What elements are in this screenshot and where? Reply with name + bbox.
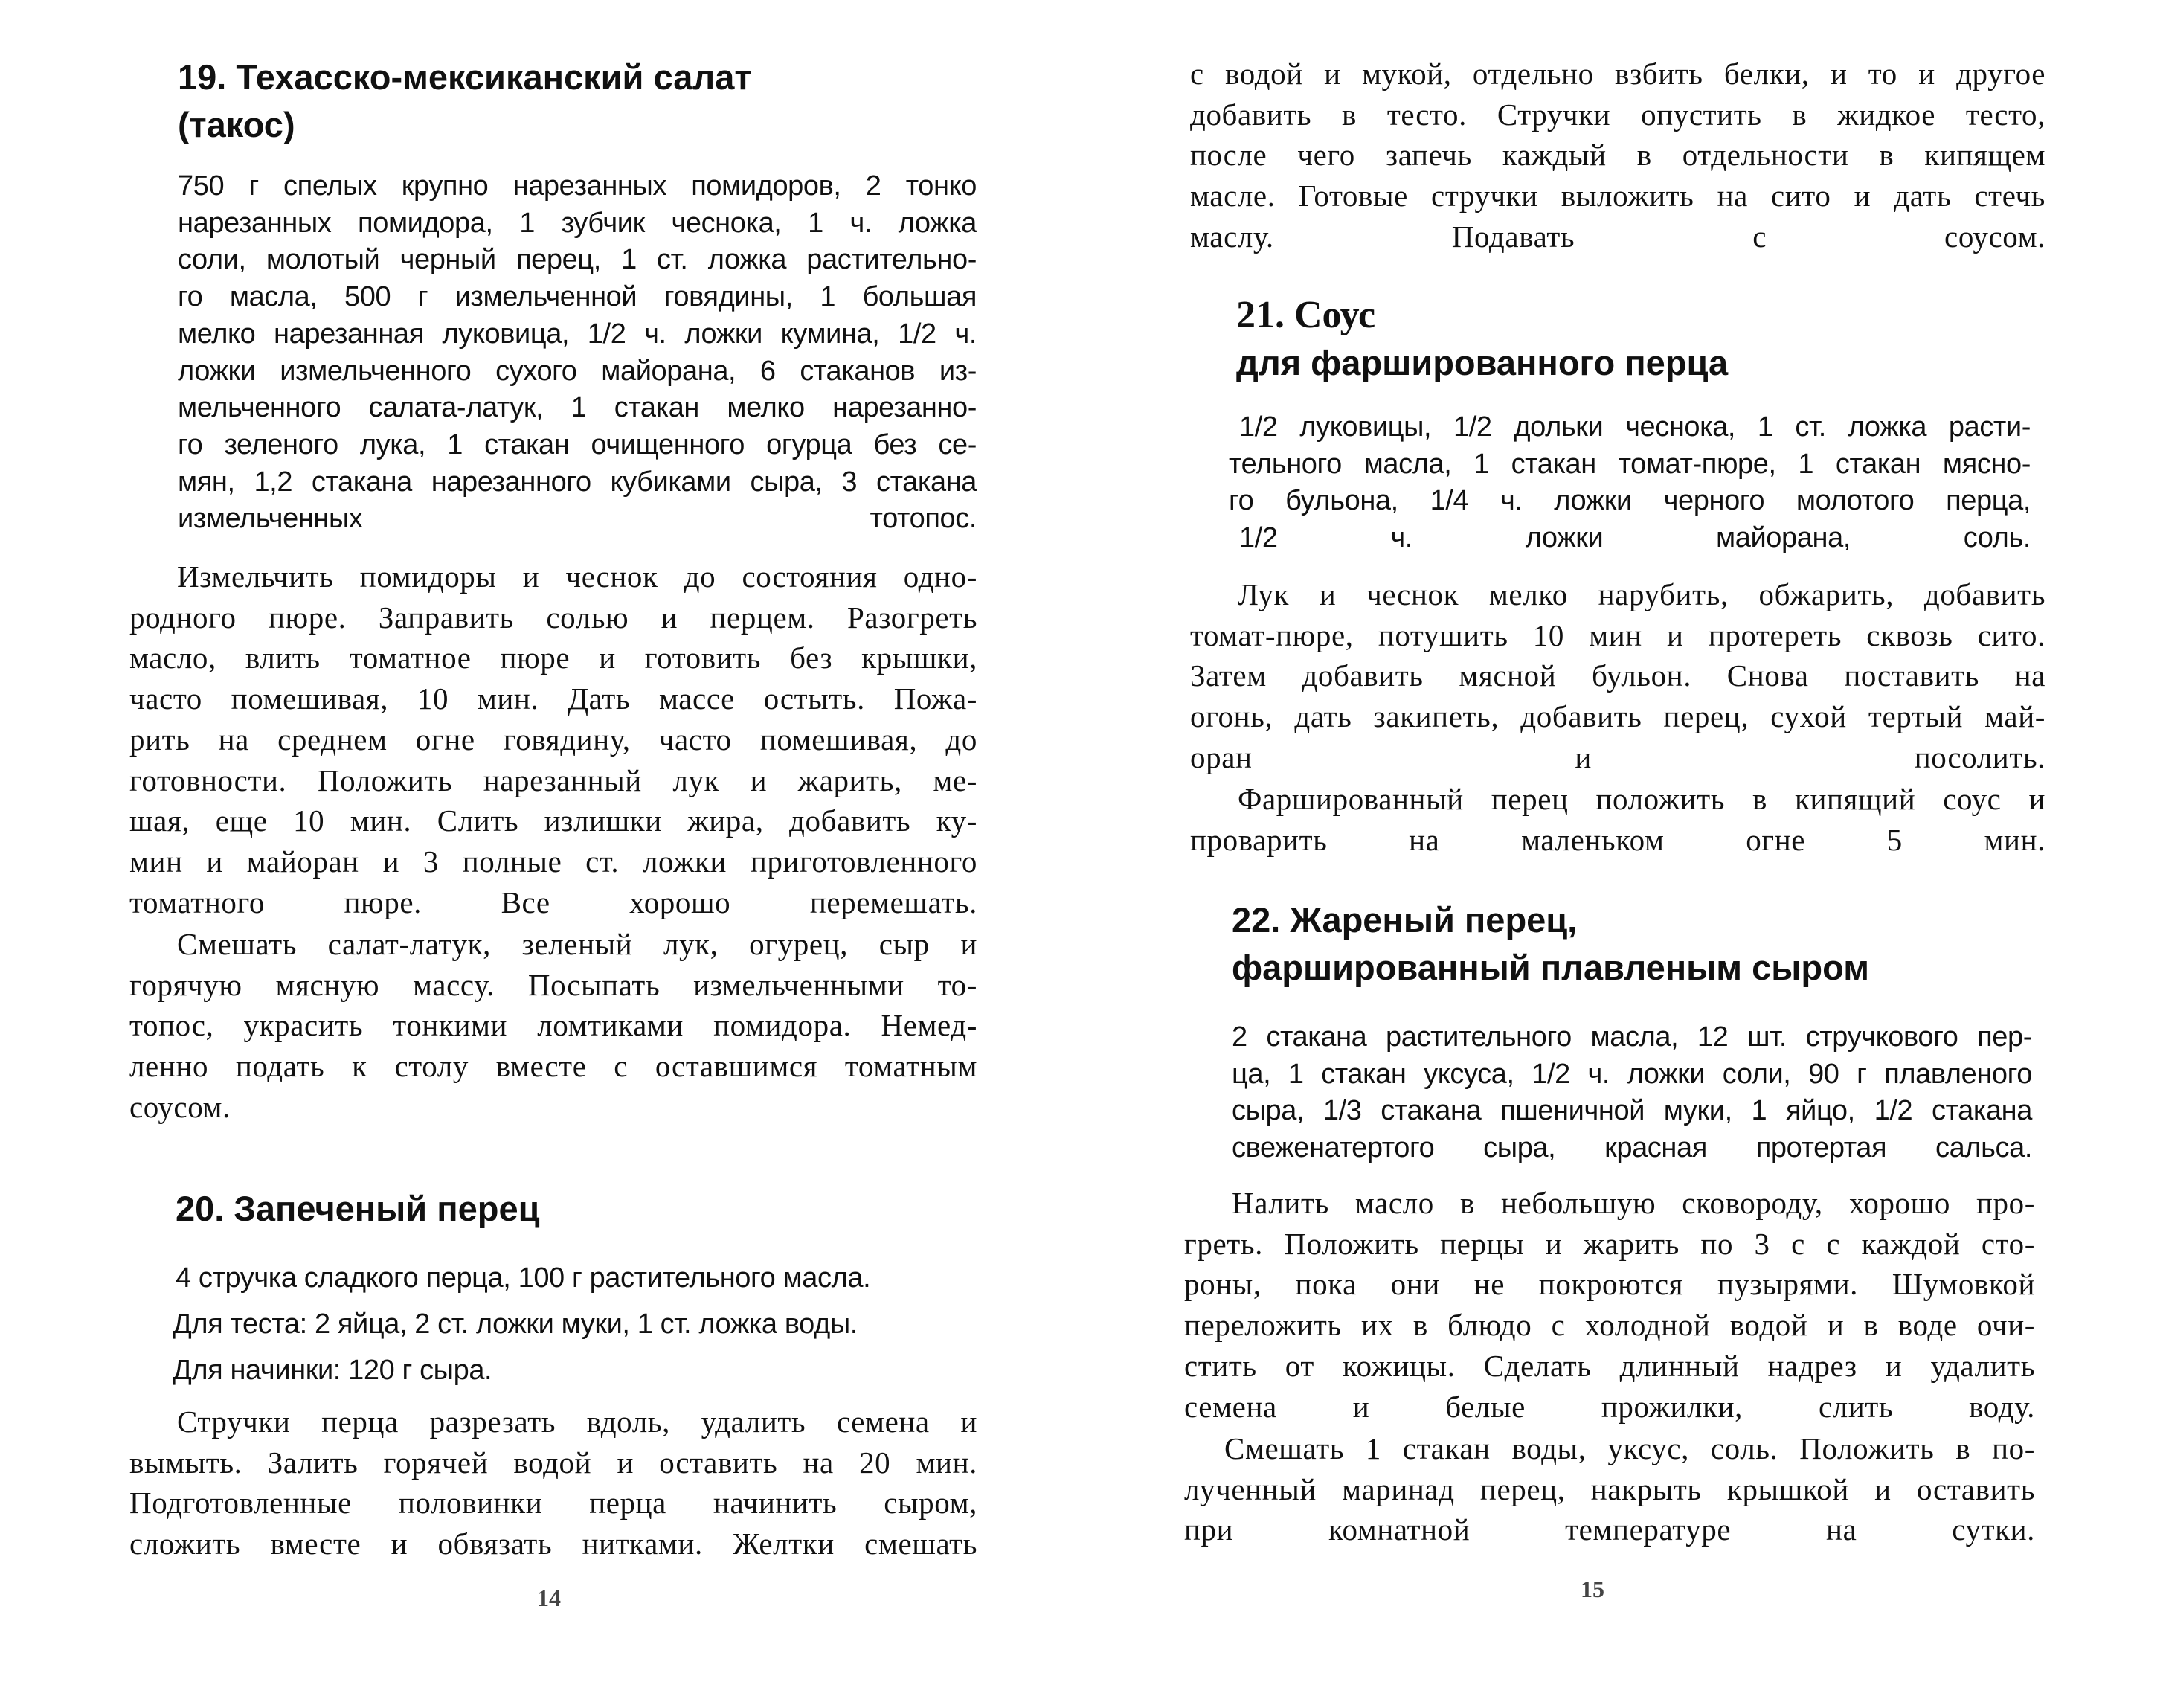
recipe-19-paragraph-2 xyxy=(129,924,977,1128)
ingredients-line: сыра, 1/3 стакана пшеничной муки, 1 яйцо, 1/2 стакана xyxy=(1232,1095,2032,1127)
paragraph-line: Стручки перца разрезать вдоль, удалить семена и xyxy=(177,1404,977,1439)
paragraph-line: Налить масло в небольшую сковороду, хорошо про- xyxy=(1232,1186,2035,1220)
recipe-20-continuation xyxy=(1190,54,2045,257)
paragraph-line: Фаршированный перец положить в кипящий соус и xyxy=(1238,782,2045,816)
paragraph-line: огонь, дать закипеть, добавить перец, сухой тертый май- xyxy=(1190,699,2045,734)
paragraph-line: греть. Положить перцы и жарить по 3 с с каждой сто- xyxy=(1184,1226,2035,1261)
paragraph-line: с водой и мукой, отдельно взбить белки, и то и другое xyxy=(1190,57,2045,91)
ingredients-line: 1/2 ч. ложки майорана, соль. xyxy=(1239,522,2031,554)
recipe-21-paragraph-1 xyxy=(1190,574,2045,778)
paragraph-line: готовности. Положить нарезанный лук и жарить, ме- xyxy=(129,762,977,797)
recipe-20-title: 20. Запеченый перец xyxy=(176,1189,540,1228)
ingredients-line: ложки измельченного сухого майорана, 6 стаканов из- xyxy=(178,355,977,387)
ingredients-line: тельного масла, 1 стакан томат-пюре, 1 стакан мясно- xyxy=(1229,448,2031,480)
paragraph-line: добавить в тесто. Стручки опустить в жидкое тесто, xyxy=(1190,97,2045,132)
paragraph-line: роны, пока они не покроются пузырями. Шумовкой xyxy=(1184,1267,2035,1302)
ingredients-line: мян, 1,2 стакана нарезанного кубиками сыра, 3 стакана xyxy=(178,466,977,498)
paragraph-line: ленно подать к столу вместе с оставшимся томатным xyxy=(129,1049,977,1084)
recipe-22-ingredients xyxy=(1232,1019,2032,1167)
page-number: 14 xyxy=(537,1585,561,1611)
page-number: 15 xyxy=(1581,1576,1604,1602)
paragraph-line: сложить вместе и обвязать нитками. Желтки смешать xyxy=(129,1526,977,1561)
recipe-21-title-line: для фаршированного перца xyxy=(1236,343,1729,382)
recipe-20-ingredients-1: 4 стручка сладкого перца, 100 г растительного масла. xyxy=(176,1262,871,1294)
recipe-19-title xyxy=(178,54,922,149)
recipe-21-title-line: 21. Соус xyxy=(1236,294,1376,336)
paragraph-line: Подготовленные половинки перца начинить сыром, xyxy=(129,1486,977,1521)
paragraph-line: семена и белые прожилки, слить воду. xyxy=(1184,1389,2035,1424)
paragraph-line: Затем добавить мясной бульон. Снова поставить на xyxy=(1190,658,2045,693)
ingredients-line: соли, молотый черный перец, 1 ст. ложка растительно- xyxy=(178,244,977,276)
paragraph-line: мин и майоран и 3 полные ст. ложки приготовленного xyxy=(129,844,977,879)
right-page xyxy=(1082,0,2163,1708)
paragraph-line: соусом. xyxy=(129,1089,231,1124)
ingredients-line: 750 г спелых крупно нарезанных помидоров, 2 тонко xyxy=(178,170,977,202)
ingredients-line: го масла, 500 г измельченной говядины, 1 большая xyxy=(178,281,977,313)
recipe-21-title xyxy=(1236,292,1980,387)
paragraph-line: Измельчить помидоры и чеснок до состояния одно- xyxy=(177,559,977,594)
paragraph-line: оран и посолить. xyxy=(1190,739,2045,774)
ingredients-line: ца, 1 стакан уксуса, 1/2 ч. ложки соли, 90 г плавленого xyxy=(1232,1058,2032,1090)
ingredients-line: мелко нарезанная луковица, 1/2 ч. ложки кумина, 1/2 ч. xyxy=(178,318,977,350)
recipe-22-paragraph-1 xyxy=(1184,1183,2035,1427)
paragraph-line: Лук и чеснок мелко нарубить, обжарить, добавить xyxy=(1238,577,2045,611)
recipe-20-paragraph xyxy=(129,1402,977,1564)
paragraph-line: томат-пюре, потушить 10 мин и протереть сквозь сито. xyxy=(1190,617,2045,652)
recipe-22-title-line: 22. Жареный перец, xyxy=(1232,900,1578,940)
ingredients-line: 2 стакана растительного масла, 12 шт. стручкового пер- xyxy=(1232,1021,2032,1053)
paragraph-line: переложить их в блюдо с холодной водой и в воде очи- xyxy=(1184,1308,2035,1343)
recipe-21-paragraph-2 xyxy=(1190,779,2045,860)
recipe-19-title-line: 19. Техасско-мексиканский салат xyxy=(178,57,752,97)
ingredients-line: нарезанных помидора, 1 зубчик чеснока, 1 ч. ложка xyxy=(178,207,977,239)
ingredients-line: свеженатертого сыра, красная протертая сальса. xyxy=(1232,1132,2032,1164)
recipe-22-title-line: фаршированный плавленым сыром xyxy=(1232,948,1869,987)
ingredients-line: 1/2 луковицы, 1/2 дольки чеснока, 1 ст. ложка расти- xyxy=(1239,411,2031,443)
paragraph-line: Смешать салат-латук, зеленый лук, огурец, сыр и xyxy=(177,927,977,961)
recipe-20-ingredients-3: Для начинки: 120 г сыра. xyxy=(173,1355,492,1386)
paragraph-line: проварить на маленьком огне 5 мин. xyxy=(1190,822,2045,857)
ingredients-line: мельченного салата-латук, 1 стакан мелко нарезанно- xyxy=(178,392,977,424)
paragraph-line: при комнатной температуре на сутки. xyxy=(1184,1512,2035,1547)
recipe-22-paragraph-2 xyxy=(1184,1428,2035,1550)
paragraph-line: родного пюре. Заправить солью и перцем. Разогреть xyxy=(129,600,977,635)
paragraph-line: томатного пюре. Все хорошо перемешать. xyxy=(129,884,977,919)
recipe-19-paragraph-1 xyxy=(129,556,977,922)
paragraph-line: вымыть. Залить горячей водой и оставить на 20 мин. xyxy=(129,1445,977,1480)
paragraph-line: масло, влить томатное пюре и готовить без крышки, xyxy=(129,640,977,675)
recipe-19-ingredients xyxy=(178,168,977,538)
paragraph-line: стить от кожицы. Сделать длинный надрез и удалить xyxy=(1184,1348,2035,1383)
paragraph-line: шая, еще 10 мин. Слить излишки жира, добавить ку- xyxy=(129,803,977,838)
recipe-20-ingredients-2: Для теста: 2 яйца, 2 ст. ложки муки, 1 ст. ложка воды. xyxy=(173,1309,858,1340)
recipe-19-title-line: (такос) xyxy=(178,105,295,144)
paragraph-line: масле. Готовые стручки выложить на сито и дать стечь xyxy=(1190,179,2045,214)
paragraph-line: часто помешивая, 10 мин. Дать массе остыть. Пожа- xyxy=(129,681,977,716)
paragraph-line: рить на среднем огне говядину, часто помешивая, до xyxy=(129,722,977,757)
paragraph-line: маслу. Подавать с соусом. xyxy=(1190,219,2045,254)
recipe-21-ingredients xyxy=(1229,409,2031,557)
ingredients-line: го зеленого лука, 1 стакан очищенного огурца без се- xyxy=(178,428,977,460)
ingredients-line: измельченных тотопос. xyxy=(178,503,977,535)
ingredients-line: го бульона, 1/4 ч. ложки черного молотого перца, xyxy=(1229,485,2031,517)
paragraph-line: горячую мясную массу. Посыпать измельченными то- xyxy=(129,967,977,1002)
paragraph-line: топос, украсить тонкими ломтиками помидора. Немед- xyxy=(129,1008,977,1043)
paragraph-line: Смешать 1 стакан воды, уксус, соль. Положить в по- xyxy=(1224,1431,2035,1465)
recipe-22-title xyxy=(1232,896,1976,992)
paragraph-line: после чего запечь каждый в отдельности в кипящем xyxy=(1190,138,2045,173)
paragraph-line: лученный маринад перец, накрыть крышкой и оставить xyxy=(1184,1471,2035,1506)
